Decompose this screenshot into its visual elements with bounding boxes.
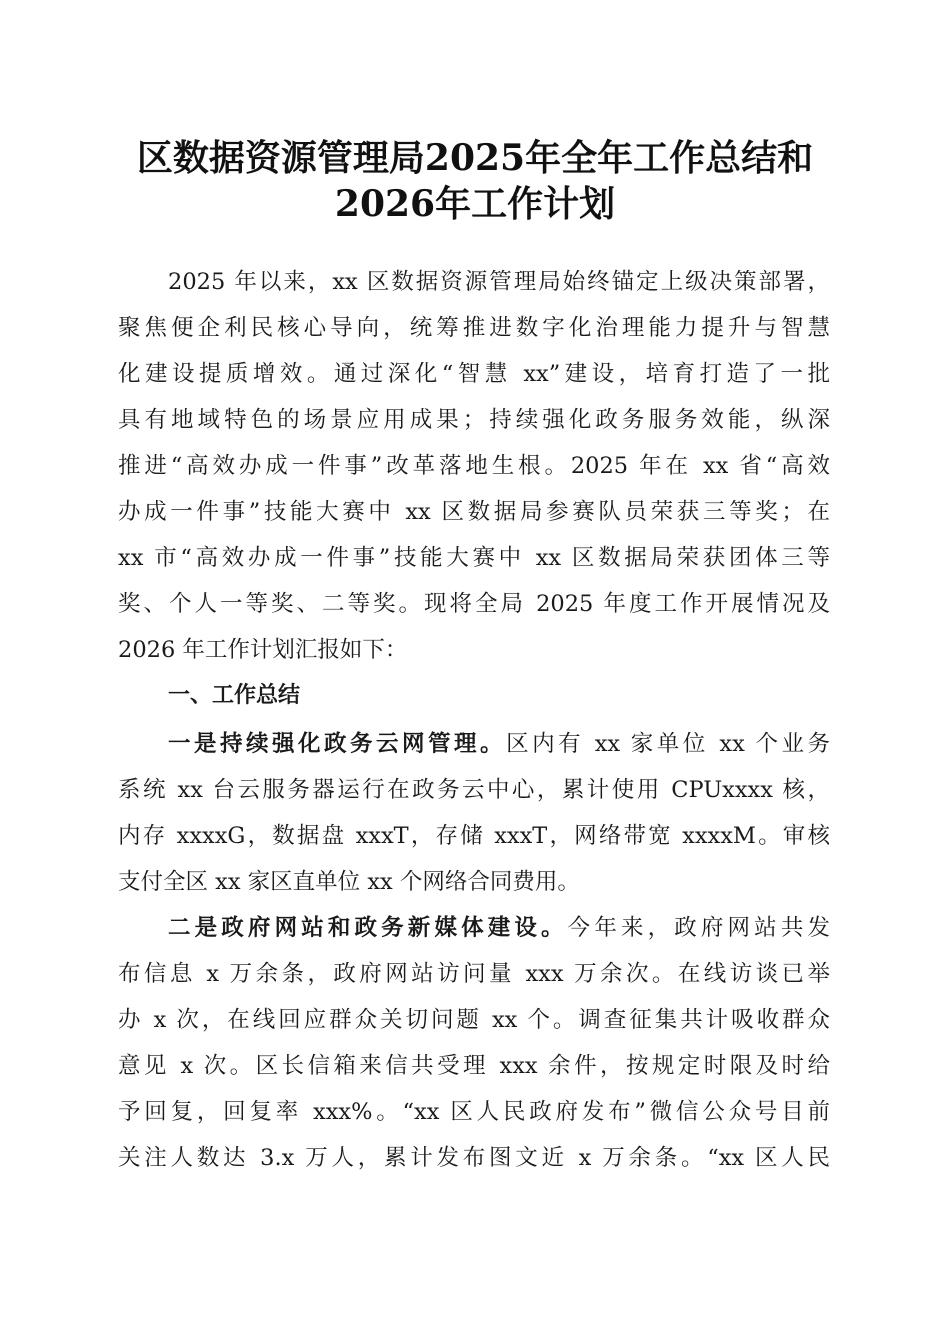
item-1-first-text: 区内有 xx 家单位 xx 个业务 <box>506 731 830 757</box>
item-2-line: 办 x 次，在线回应群众关切问题 xx 个。调查征集共计吸收群众 <box>118 1007 830 1033</box>
intro-line: 推进“高效办成一件事”改革落地生根。2025 年在 xx 省“高效 <box>118 453 830 479</box>
intro-line: 2026 年工作计划汇报如下： <box>118 637 408 663</box>
intro-line: 2025 年以来，xx 区数据资源管理局始终锚定上级决策部署， <box>168 269 830 295</box>
item-2-first-text: 今年来，政府网站共发 <box>567 915 830 941</box>
item-2-lead: 二是政府网站和政务新媒体建设。 <box>168 915 568 941</box>
item-1-lead: 一是持续强化政务云网管理。 <box>168 731 507 757</box>
intro-line: 奖、个人一等奖、二等奖。现将全局 2025 年度工作开展情况及 <box>118 591 830 617</box>
item-2-line <box>168 908 830 948</box>
intro-line: 化建设提质增效。通过深化“智慧 xx”建设，培育打造了一批 <box>118 361 830 387</box>
section-heading: 一、工作总结 <box>168 683 301 708</box>
item-2-line: 布信息 x 万余条，政府网站访问量 xxx 万余次。在线访谈已举 <box>118 961 830 987</box>
item-2-line: 予回复，回复率 xxx%。“xx 区人民政府发布”微信公众号目前 <box>118 1099 830 1125</box>
intro-line: xx 市“高效办成一件事”技能大赛中 xx 区数据局荣获团体三等 <box>118 545 830 571</box>
item-2-line: 意见 x 次。区长信箱来信共受理 xxx 余件，按规定时限及时给 <box>118 1053 830 1079</box>
item-1-line: 支付全区 xx 家区直单位 xx 个网络合同费用。 <box>118 869 580 895</box>
item-1-line: 内存 xxxxG，数据盘 xxxT，存储 xxxT，网络带宽 xxxxM。审核 <box>118 823 830 849</box>
item-1-line: 系统 xx 台云服务器运行在政务云中心，累计使用 CPUxxxx 核， <box>118 777 830 803</box>
item-2-line: 关注人数达 3.x 万人，累计发布图文近 x 万余条。“xx 区人民 <box>118 1145 830 1171</box>
intro-line: 办成一件事”技能大赛中 xx 区数据局参赛队员荣获三等奖；在 <box>118 499 830 525</box>
intro-line: 具有地域特色的场景应用成果；持续强化政务服务效能，纵深 <box>118 407 830 433</box>
document-title-line-1: 区数据资源管理局2025年全年工作总结和 <box>136 137 814 179</box>
intro-line: 聚焦便企利民核心导向，统筹推进数字化治理能力提升与智慧 <box>118 315 830 341</box>
item-1-line <box>168 724 830 764</box>
document-title-line-2: 2026年工作计划 <box>334 183 616 225</box>
